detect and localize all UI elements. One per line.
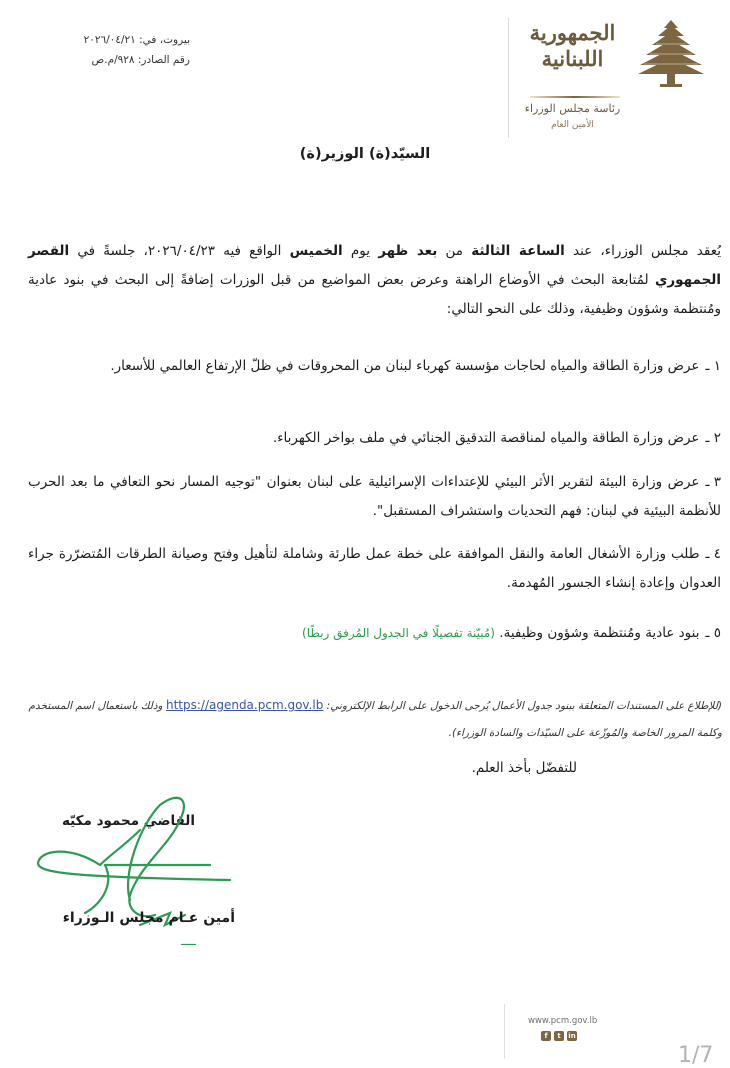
agenda-item-number: ٥ ـ [705, 625, 721, 641]
republic-title-line1: الجمهورية [529, 20, 616, 45]
place-date: بيروت، في: ٢٠٢٦/٠٤/٢١ [83, 34, 190, 46]
notice-text: وذلك باستعمال اسم المستخدم وكلمة المرور الخاصة والمُوزّعة على السيّدات والسادة الوزراء). [28, 700, 722, 739]
agenda-item [28, 619, 721, 648]
agenda-item-text: عرض وزارة الطاقة والمياه لمناقصة التدقيق الجنائي في ملف بواخر الكهرباء. [272, 430, 700, 446]
agenda-item-text: عرض وزارة البيئة لتقرير الأثر البيئي للإعتداءات الإسرائيلية على لبنان بعنوان "توجيه المسار نحو التعافي ما بعد الحرب للأنظمة البيئية في لبنان: فهم التحديات واستشراف المستقبل". [28, 474, 721, 519]
republic-title-line2: اللبنانية [541, 46, 604, 71]
documents-notice [22, 692, 722, 747]
salutation: السيّد(ة) الوزير(ة) [299, 146, 431, 162]
attachment-note: (مُبيّنة تفصيلًا في الجدول المُرفق ربطًا) [302, 626, 495, 640]
website-url[interactable]: www.pcm.gov.lb [528, 1016, 598, 1026]
twitter-icon[interactable]: t [554, 1031, 564, 1041]
cedar-icon [636, 18, 706, 90]
agenda-item [28, 352, 721, 381]
agenda-item-text: بنود عادية ومُنتظمة وشؤون وظيفية. [499, 625, 700, 641]
agenda-item-number: ٤ ـ [705, 546, 721, 562]
agenda-item [28, 468, 721, 526]
intro-text: لمُتابعة البحث في الأوضاع الراهنة وعرض بعض المواضيع من قبل الوزرات إضافةً إلى البحث في بنود عادية ومُنتظمة وشؤون وظيفية، وذلك على النحو التالي: [28, 272, 721, 317]
intro-text: يوم [342, 243, 379, 259]
document-meta [30, 30, 190, 70]
agenda-item [28, 424, 721, 453]
signatory-name: القاضي محمود مكيّه [61, 813, 195, 829]
agenda-item-number: ٢ ـ [705, 430, 721, 446]
intro-location: القصر الجمهوري [28, 243, 721, 288]
agenda-item-number: ٣ ـ [705, 474, 721, 490]
intro-text: الواقع فيه ٢٠٢٦/٠٤/٢٣، جلسةً في [69, 243, 290, 259]
agenda-item [28, 540, 721, 598]
notice-text: (للإطلاع على المستندات المتعلقة ببنود جدول الأعمال يُرجى الدخول على الرابط الإلكتروني: [323, 700, 722, 712]
closing-line: للتفضّل بأخذ العلم. [471, 760, 577, 776]
intro-text: من [437, 243, 472, 259]
intro-paragraph [28, 237, 721, 324]
signatory-title: أمين عـام مجلس الـوزراء [62, 910, 235, 926]
intro-text: يُعقد مجلس الوزراء، عند [564, 243, 721, 259]
facebook-icon[interactable]: f [541, 1031, 551, 1041]
agenda-item-number: ١ ـ [705, 358, 721, 374]
agenda-link[interactable]: https://agenda.pcm.gov.lb [165, 698, 324, 712]
reference-number: رقم الصادر: ٩٢٨/م.ص [91, 54, 190, 66]
intro-time: الساعة الثالثة [471, 243, 565, 259]
agenda-item-text: عرض وزارة الطاقة والمياه لحاجات مؤسسة كهرباء لبنان من المحروقات في ظلّ الإرتفاع العالمي للأسعار. [110, 358, 700, 374]
republic-title [520, 20, 625, 72]
presidency-subtitle: رئاسة مجلس الوزراء [524, 102, 621, 115]
secretary-general-subtitle: الأمين العام [551, 120, 594, 130]
logo-rule [530, 96, 620, 98]
intro-day: الخميس [289, 243, 343, 259]
social-links [541, 1031, 577, 1041]
agenda-item-text: طلب وزارة الأشغال العامة والنقل الموافقة على خطة عمل طارئة وشاملة لتأهيل وفتح وصيانة الطرقات المُتضرّرة جراء العدوان وإعادة إنشاء الجسور المُهدمة. [28, 546, 721, 591]
linkedin-icon[interactable]: in [568, 1032, 576, 1040]
footer-divider [504, 1004, 505, 1059]
logo-divider [508, 18, 509, 138]
intro-period: بعد ظهر [378, 243, 438, 259]
page-indicator: 1/7 [678, 1043, 714, 1068]
